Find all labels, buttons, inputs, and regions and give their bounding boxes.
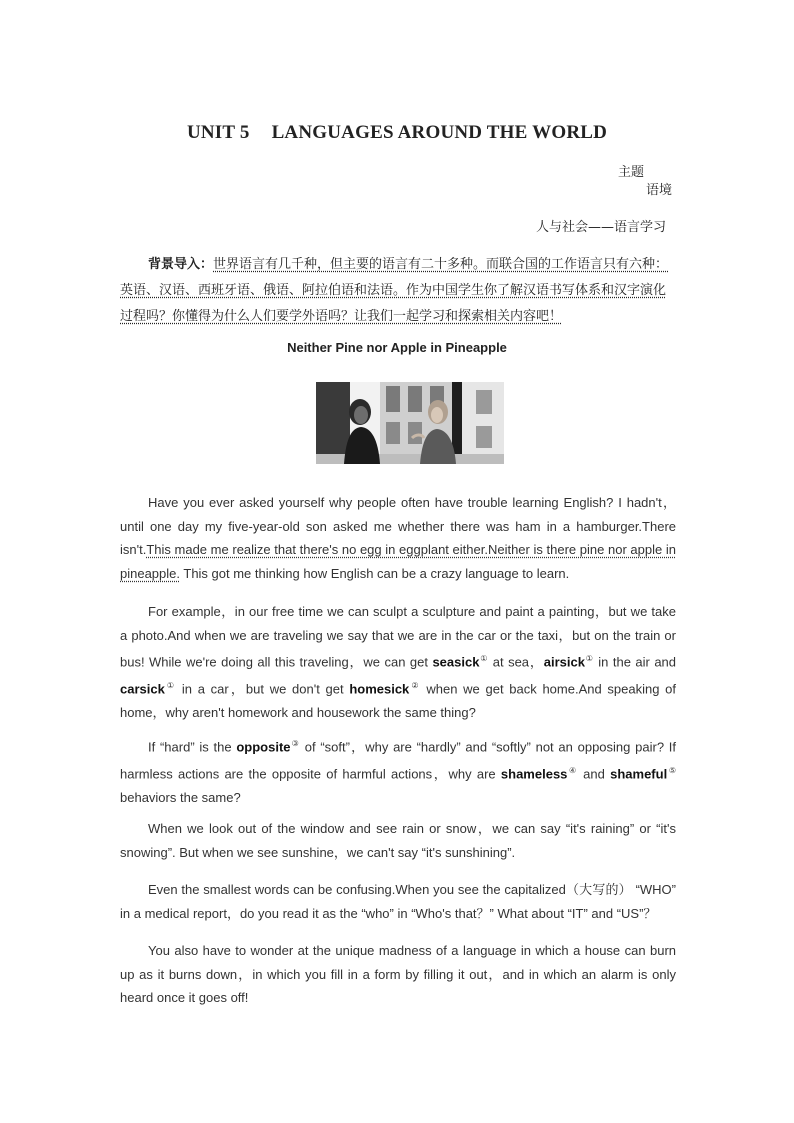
p2-text-a: For example，in our free time we can sculpt a sculpture and paint a painting，but we take a photo.And when we are traveling we say that we are in the car or the taxi，but on the train or bus! While we're doing all this traveling，we can get — [120, 604, 676, 670]
p1-text-a: Have you ever asked yourself why people often have trouble learning English? I hadn't，until one day my five-year-old son asked me whether there was ham in a hamburger.There isn't. — [120, 495, 676, 557]
unit-label: UNIT 5 — [186, 122, 250, 143]
p3-text-a: If “hard” is the — [148, 739, 237, 755]
paragraph-6: You also have to wonder at the unique madness of a language in which a house can burn up as it burns down，in which you fill in a form by filling it out，and in which an alarm is only heard once it goes off! — [120, 943, 676, 1005]
note-marker: ③ — [290, 739, 300, 748]
vocab-homesick: homesick — [349, 681, 410, 697]
photo-two-women-talking-icon — [316, 382, 504, 464]
p2-text-c: in the air and — [593, 654, 677, 670]
p1-underlined: This made me realize that there's no egg in eggplant either.Neither is there pine nor apple in pineapple. — [120, 542, 676, 581]
paragraph-1 — [120, 491, 676, 585]
background-intro — [120, 252, 676, 330]
vocab-carsick: carsick — [120, 681, 165, 697]
p2-text-d: in a car，but we don't get — [176, 681, 350, 697]
paragraph-5: Even the smallest words can be confusing.When you see the capitalized（大写的） “WHO” in a medical report，do you read it as the “who” in “Who's that？” What about “IT” and “US”？ — [120, 882, 676, 921]
vocab-airsick: airsick — [543, 654, 585, 670]
theme-value: 人与社会——语言学习 — [536, 220, 667, 235]
vocab-shameless: shameless — [500, 766, 568, 782]
note-marker: ⑤ — [667, 765, 677, 775]
paragraph-4: When we look out of the window and see rain or snow，we can say “it's raining” or “it's snowing”. But when we see sunshine，we can't say “it's sunshining”. — [120, 821, 676, 860]
paragraph-2 — [120, 600, 676, 724]
vocab-seasick: seasick — [432, 654, 480, 670]
note-marker: ② — [409, 680, 421, 690]
article-title: Neither Pine nor Apple in Pineapple — [287, 340, 507, 355]
note-marker: ① — [479, 654, 489, 663]
note-marker: ④ — [567, 765, 578, 775]
p3-text-c: and — [577, 766, 611, 782]
unit-title-text: LANGUAGES AROUND THE WORLD — [271, 122, 608, 143]
intro-text: 世界语言有几千种，但主要的语言有二十多种。而联合国的工作语言只有六种：英语、汉语、西班牙语、俄语、阿拉伯语和法语。作为中国学生你了解汉语书写体系和汉字演化过程吗？你懂得为什么人们要学外语吗？让我们一起学习和探索相关内容吧！ — [120, 257, 669, 324]
unit-title — [0, 122, 794, 144]
p2-text-b: at sea， — [488, 654, 544, 670]
note-marker: ① — [164, 680, 177, 690]
theme-label-1: 主题 — [618, 165, 645, 180]
paragraph-3 — [120, 732, 676, 809]
p1-text-c: This got me thinking how English can be a crazy language to learn. — [180, 565, 570, 581]
intro-label: 背景导入： — [148, 257, 214, 272]
vocab-opposite: opposite — [236, 739, 291, 755]
p2-text-e: when we get back home.And speaking of home，why aren't homework and housework the same thing? — [120, 681, 677, 720]
vocab-shameful: shameful — [610, 766, 668, 782]
p3-text-b: of “soft”，why are “hardly” and “softly” not an opposing pair? If harmless actions are the opposite of harmful actions，why are — [120, 739, 677, 782]
p3-text-d: behaviors the same? — [120, 789, 241, 805]
theme-label-2: 语境 — [646, 183, 673, 198]
note-marker: ① — [584, 654, 594, 663]
